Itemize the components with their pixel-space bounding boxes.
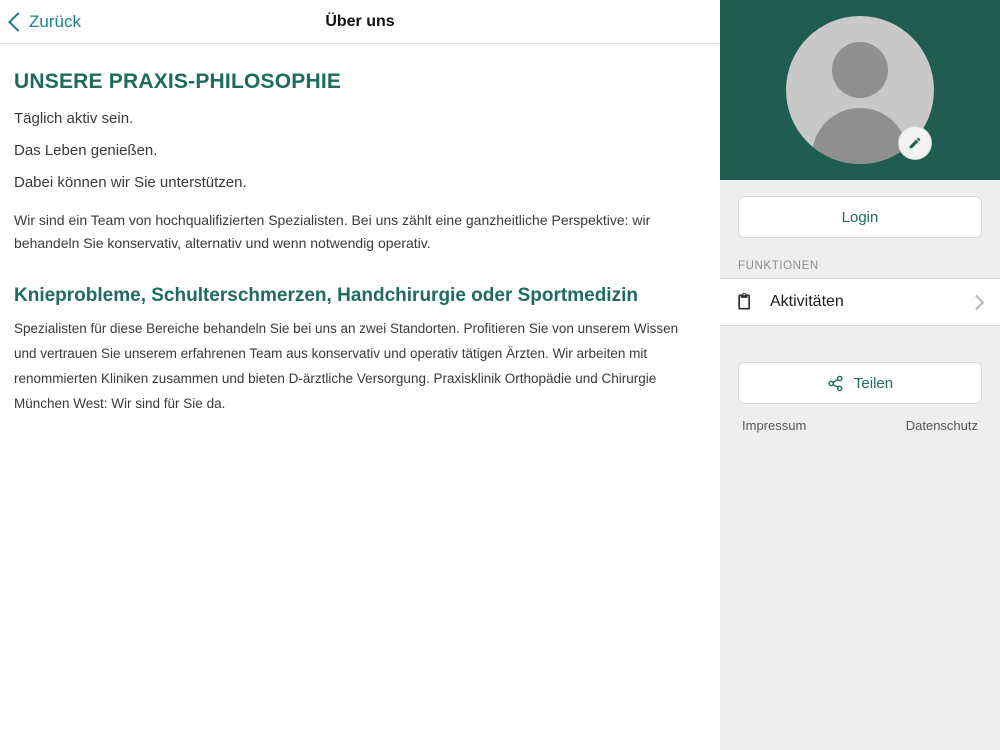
philosophy-line-3: Dabei können wir Sie unterstützen. — [14, 174, 247, 191]
back-button-label: Zurück — [29, 12, 81, 31]
login-button[interactable]: Login — [738, 196, 982, 238]
sidebar-item-label: Aktivitäten — [770, 293, 844, 310]
navigation-bar — [0, 0, 720, 44]
footer-links — [720, 404, 1000, 433]
chevron-left-icon — [8, 12, 28, 32]
clipboard-icon — [734, 290, 756, 314]
avatar-body-shape — [812, 108, 908, 164]
impressum-link[interactable]: Impressum — [742, 418, 807, 433]
pencil-icon — [908, 136, 922, 150]
article-content — [0, 44, 720, 417]
functions-group-label: FUNKTIONEN — [738, 260, 819, 272]
philosophy-line-1: Täglich aktiv sein. — [14, 110, 134, 127]
sidebar-item-aktivitaeten[interactable] — [720, 278, 1000, 326]
profile-header — [720, 0, 1000, 180]
back-button[interactable] — [8, 13, 81, 30]
share-button-label: Teilen — [853, 374, 894, 392]
subsection-title: Knieprobleme, Schulterschmerzen, Handchirurgie oder Sportmedizin — [14, 285, 638, 307]
edit-avatar-button[interactable] — [898, 126, 932, 160]
subsection-paragraph: Spezialisten für diese Bereiche behandeln Sie bei uns an zwei Standorten. Profitieren Sie von unserem Wissen und vertrauen Sie unserem erfahrenen Team aus konservativ und operativ tätigen Ärzten. Wir arbeiten mit renommierten Kliniken zusammen und bieten D-ärztliche Versorgung. Praxisklinik Orthopädie und Chirurgie München West: Wir sind für Sie da. — [14, 321, 679, 412]
share-button[interactable] — [738, 362, 982, 404]
chevron-right-icon — [969, 294, 985, 310]
login-section — [720, 180, 1000, 238]
sidebar-pane — [720, 0, 1000, 750]
philosophy-line-2: Das Leben genießen. — [14, 142, 158, 159]
page-title: Über uns — [325, 12, 395, 30]
avatar-head-shape — [832, 42, 888, 98]
datenschutz-link[interactable]: Datenschutz — [905, 418, 978, 433]
section-title: UNSERE PRAXIS-PHILOSOPHIE — [14, 70, 342, 93]
share-icon — [827, 375, 844, 392]
intro-paragraph: Wir sind ein Team von hochqualifizierten Spezialisten. Bei uns zählt eine ganzheitliche Perspektive: wir behandeln Sie konservativ, alternativ und wenn notwendig operativ. — [14, 212, 651, 252]
share-section — [720, 326, 1000, 404]
